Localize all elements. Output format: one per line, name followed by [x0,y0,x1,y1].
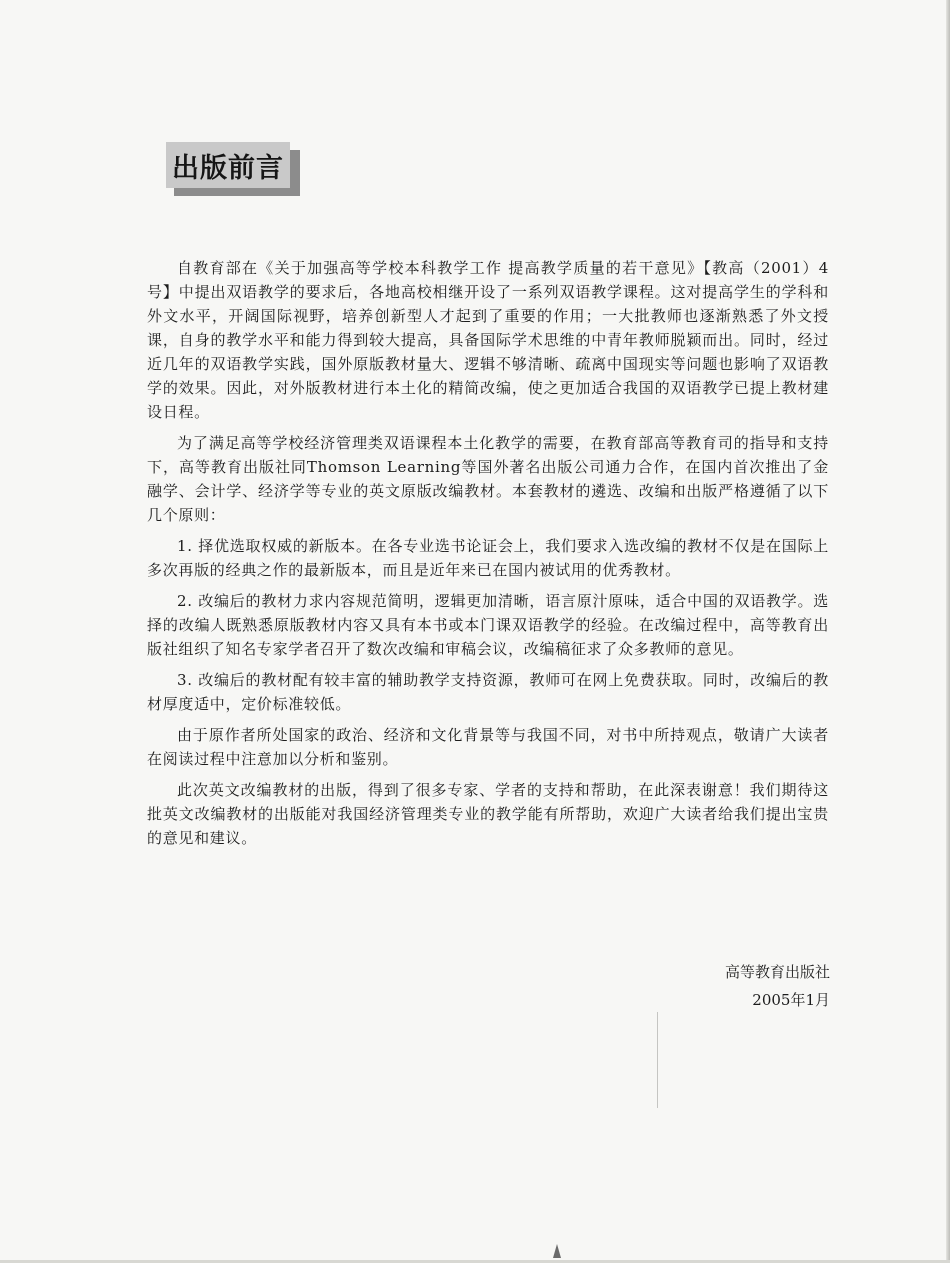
paragraph-1: 自教育部在《关于加强高等学校本科教学工作 提高教学质量的若干意见》【教高（2001）4号】中提出双语教学的要求后，各地高校相继开设了一系列双语教学课程。这对提高学生的学科和外文水平，开阔国际视野，培养创新型人才起到了重要的作用；一大批教师也逐渐熟悉了外文授课，自身的教学水平和能力得到较大提高，具备国际学术思维的中青年教师脱颖而出。同时，经过近几年的双语教学实践，国外原版教材量大、逻辑不够清晰、疏离中国现实等问题也影响了双语教学的效果。因此，对外版教材进行本土化的精简改编，使之更加适合我国的双语教学已提上教材建设日程。 [147,259,829,421]
publication-date: 2005年1月 [752,991,830,1009]
paragraph-6: 由于原作者所处国家的政治、经济和文化背景等与我国不同，对书中所持观点，敬请广大读者在阅读过程中注意加以分析和鉴别。 [147,726,829,768]
paragraph-2: 为了满足高等学校经济管理类双语课程本土化教学的需要，在教育部高等教育司的指导和支持下，高等教育出版社同Thomson Learning等国外著名出版公司通力合作，在国内首次推出了金融学、会计学、经济学等专业的英文原版改编教材。本套教材的遴选、改编和出版严格遵循了以下几个原则： [147,434,829,524]
paragraph-3: 1. 择优选取权威的新版本。在各专业选书论证会上，我们要求入选改编的教材不仅是在国际上多次再版的经典之作的最新版本，而且是近年来已在国内被试用的优秀教材。 [147,537,829,579]
paragraph-4: 2. 改编后的教材力求内容规范简明，逻辑更加清晰，语言原汁原味，适合中国的双语教学。选择的改编人既熟悉原版教材内容又具有本书或本门课双语教学的经验。在改编过程中，高等教育出版社组织了知名专家学者召开了数次改编和审稿会议，改编稿征求了众多教师的意见。 [147,592,829,658]
publisher-name: 高等教育出版社 [724,963,830,981]
preface-body [147,256,829,857]
title-box [166,142,290,188]
paragraph-5: 3. 改编后的教材配有较丰富的辅助教学支持资源，教师可在网上免费获取。同时，改编后的教材厚度适中，定价标准较低。 [147,671,829,713]
scan-crease-line [657,1012,658,1108]
page-title: 出版前言 [172,152,284,184]
signature-block [600,958,830,1014]
paragraph-7: 此次英文改编教材的出版，得到了很多专家、学者的支持和帮助，在此深表谢意！我们期待这批英文改编教材的出版能对我国经济管理类专业的教学能有所帮助，欢迎广大读者给我们提出宝贵的意见和建议。 [147,781,829,847]
page-edge-shadow [946,0,950,1263]
scan-artifact-mark [553,1244,561,1258]
